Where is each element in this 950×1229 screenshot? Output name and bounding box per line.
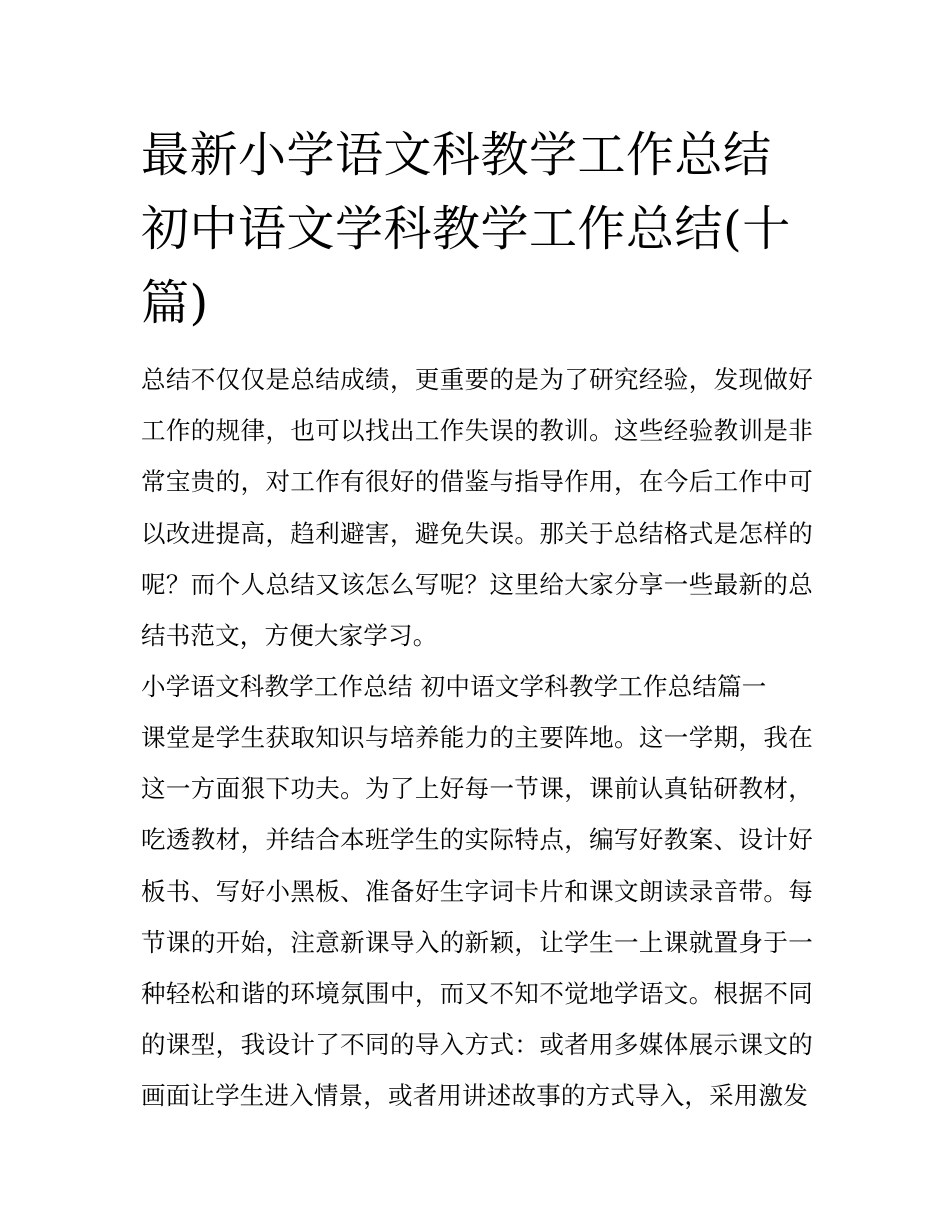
title-line-1: 最新小学语文科教学工作总结 xyxy=(141,127,772,183)
intro-paragraph: 总结不仅仅是总结成绩，更重要的是为了研究经验，发现做好工作的规律，也可以找出工作失误的教训。这些经验教训是非常宝贵的，对工作有很好的借鉴与指导作用，在今后工作中可以改进提高，趋利避害，避免失误。那关于总结格式是怎样的呢？而个人总结又该怎么写呢？这里给大家分享一些最新的总结书范文，方便大家学习。 xyxy=(141,365,813,651)
title-line-2: 初中语文学科教学工作总结(十 xyxy=(141,201,791,257)
document-title xyxy=(141,118,813,340)
body-paragraph: 课堂是学生获取知识与培养能力的主要阵地。这一学期，我在这一方面狠下功夫。为了上好每一节课，课前认真钻研教材，吃透教材，并结合本班学生的实际特点，编写好教案、设计好板书、写好小黑板、准备好生字词卡片和课文朗读录音带。每节课的开始，注意新课导入的新颖，让学生一上课就置身于一种轻松和谐的环境氛围中，而又不知不觉地学语文。根据不同的课型，我设计了不同的导入方式：或者用多媒体展示课文的画面让学生进入情景，或者用讲述故事的方式导入，采用激发 xyxy=(141,723,813,1111)
title-line-3: 篇) xyxy=(141,275,209,331)
section-heading: 小学语文科教学工作总结 初中语文学科教学工作总结篇一 xyxy=(141,672,767,701)
